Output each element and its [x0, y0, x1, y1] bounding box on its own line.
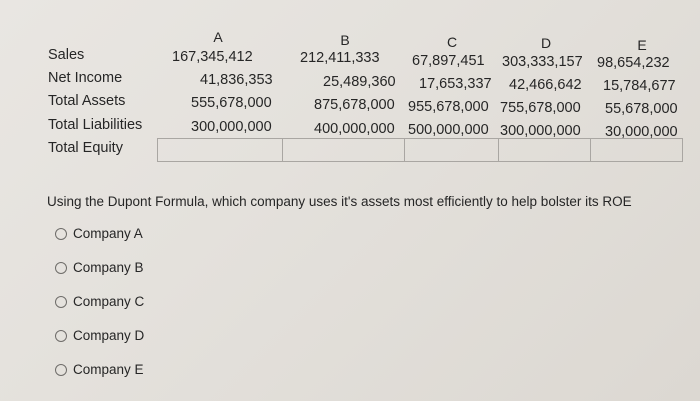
cell-total-liabilities-d: 300,000,000	[500, 123, 581, 139]
option-company-a[interactable]	[55, 226, 143, 241]
column-header-e: E	[637, 37, 647, 53]
option-company-d[interactable]	[55, 328, 144, 343]
cell-total-assets-b: 875,678,000	[314, 97, 395, 113]
cell-total-liabilities-a: 300,000,000	[191, 119, 272, 135]
row-label-total-liabilities: Total Liabilities	[48, 117, 143, 133]
cell-sales-a: 167,345,412	[172, 49, 253, 65]
cell-sales-d: 303,333,157	[502, 54, 583, 70]
option-company-c[interactable]	[55, 294, 144, 309]
radio-icon[interactable]	[55, 330, 67, 342]
total-equity-cell-c[interactable]	[405, 139, 499, 161]
cell-total-assets-a: 555,678,000	[191, 95, 272, 111]
option-label: Company B	[73, 260, 144, 275]
cell-sales-b: 212,411,333	[300, 50, 380, 66]
cell-net-income-d: 42,466,642	[509, 77, 582, 93]
cell-sales-c: 67,897,451	[412, 53, 485, 69]
cell-total-assets-d: 755,678,000	[500, 100, 581, 116]
option-label: Company D	[73, 328, 145, 343]
option-company-e[interactable]	[55, 362, 144, 377]
radio-icon[interactable]	[55, 228, 67, 240]
total-equity-cell-a[interactable]	[158, 139, 283, 161]
cell-net-income-b: 25,489,360	[323, 74, 396, 90]
option-company-b[interactable]	[55, 260, 144, 275]
cell-net-income-a: 41,836,353	[200, 72, 273, 88]
radio-icon[interactable]	[55, 364, 67, 376]
option-label: Company A	[73, 226, 143, 241]
total-equity-row	[157, 138, 683, 162]
column-header-c: C	[446, 34, 458, 50]
row-label-sales: Sales	[48, 47, 85, 63]
option-label: Company E	[73, 362, 144, 377]
cell-net-income-e: 15,784,677	[603, 78, 676, 94]
column-header-a: A	[213, 29, 223, 45]
cell-net-income-c: 17,653,337	[419, 76, 492, 92]
row-label-total-equity: Total Equity	[48, 140, 123, 156]
cell-total-liabilities-c: 500,000,000	[408, 122, 489, 138]
option-label: Company C	[73, 294, 145, 309]
row-label-net-income: Net Income	[48, 70, 123, 86]
radio-icon[interactable]	[55, 296, 67, 308]
total-equity-cell-d[interactable]	[499, 139, 591, 161]
radio-icon[interactable]	[55, 262, 67, 274]
row-label-total-assets: Total Assets	[48, 93, 126, 109]
total-equity-cell-b[interactable]	[283, 139, 405, 161]
cell-total-liabilities-e: 30,000,000	[605, 124, 678, 140]
question-text: Using the Dupont Formula, which company uses it's assets most efficiently to help bolster its ROE	[47, 194, 632, 209]
cell-total-assets-e: 55,678,000	[605, 101, 678, 117]
column-header-b: B	[340, 32, 350, 48]
cell-total-liabilities-b: 400,000,000	[314, 121, 395, 137]
column-header-d: D	[540, 35, 552, 51]
cell-total-assets-c: 955,678,000	[408, 99, 489, 115]
total-equity-cell-e[interactable]	[591, 139, 682, 161]
cell-sales-e: 98,654,232	[597, 55, 670, 71]
